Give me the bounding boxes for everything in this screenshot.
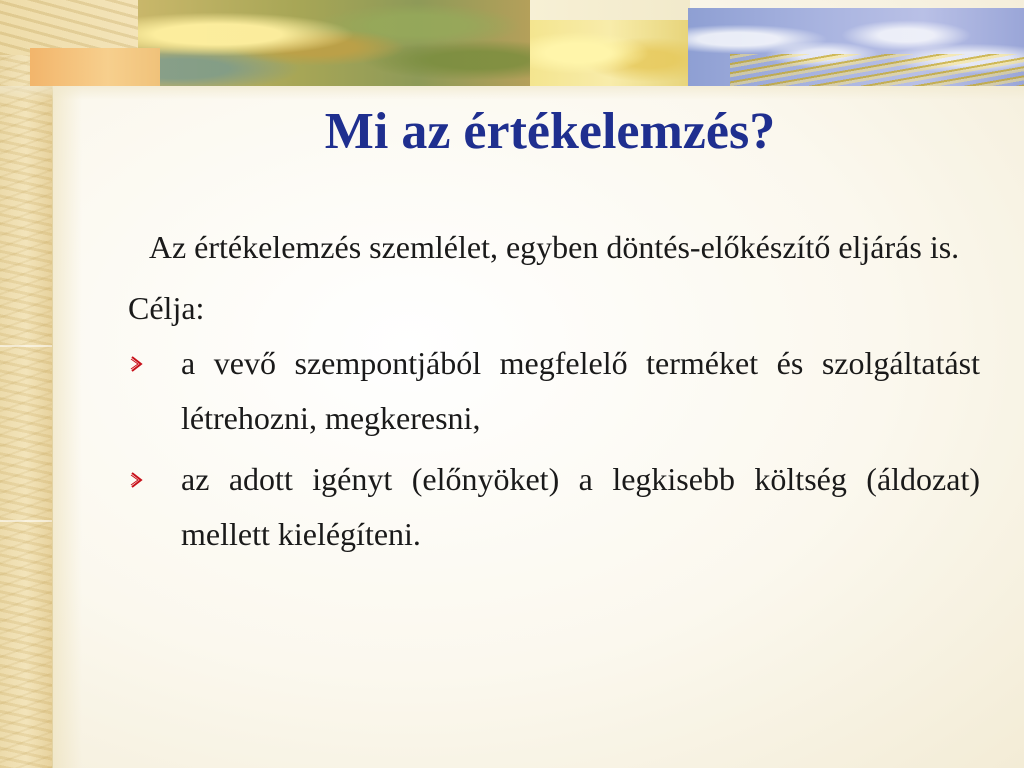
- bullet-item: [128, 336, 980, 446]
- arrow-bullet-icon: [128, 355, 146, 373]
- leaves-image-tile: [138, 0, 538, 86]
- left-decor-strip: [0, 0, 53, 768]
- straw-tile: [730, 54, 1024, 86]
- goal-label: Célja:: [128, 290, 205, 326]
- bullet-item: [128, 452, 980, 562]
- yellow-flower-tile: [530, 20, 690, 86]
- top-decor-band: [0, 0, 1024, 90]
- bullet-text: a vevő szempontjából megfelelő terméket és szolgáltatást létrehozni, megkeresni,: [181, 345, 980, 436]
- arrow-bullet-icon: [128, 471, 146, 489]
- slide-body: [128, 220, 980, 568]
- orange-tile: [30, 48, 160, 86]
- left-fade: [52, 0, 82, 768]
- bullet-text: az adott igényt (előnyöket) a legkisebb költség (áldozat) mellett kielégíteni.: [181, 461, 980, 552]
- pale-tile: [530, 0, 690, 20]
- strip-seam: [0, 345, 52, 347]
- strip-seam: [0, 520, 52, 522]
- slide-title: Mi az értékelemzés?: [324, 103, 776, 160]
- intro-text: Az értékelemzés szemlélet, egyben döntés-előkészítő eljárás is.: [148, 229, 960, 265]
